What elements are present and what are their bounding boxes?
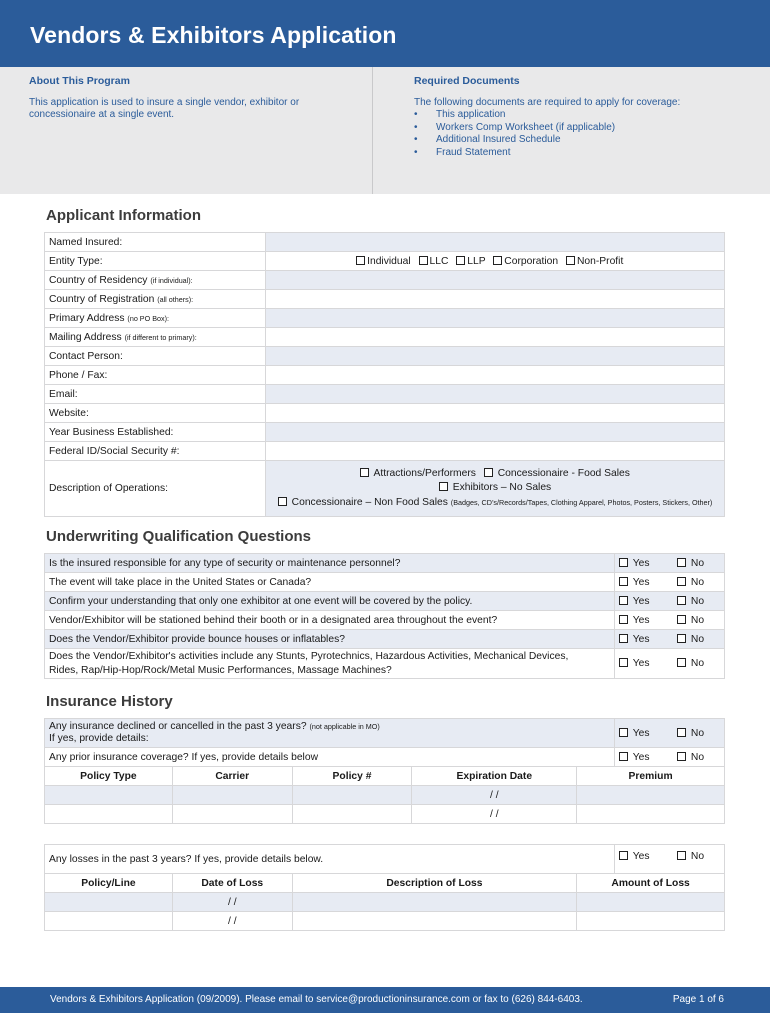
- table-header-row: [45, 874, 725, 893]
- yes-option[interactable]: Yes: [619, 596, 677, 607]
- page-number: Page 1 of 6: [672, 994, 724, 1005]
- no-option[interactable]: No: [677, 577, 704, 588]
- question-1: Is the insured responsible for any type of security or maintenance personnel?: [45, 554, 615, 573]
- checkbox[interactable]: [619, 615, 628, 624]
- checkbox[interactable]: [619, 658, 628, 667]
- history-questions-table: [44, 718, 725, 767]
- website-label: Website:: [45, 404, 266, 423]
- entity-individual[interactable]: Individual: [356, 256, 411, 267]
- checkbox[interactable]: [360, 468, 369, 477]
- checkbox[interactable]: [677, 728, 686, 737]
- checkbox[interactable]: [677, 596, 686, 605]
- no-option[interactable]: No: [677, 615, 704, 626]
- policy-line-cell[interactable]: [45, 893, 173, 912]
- prior-coverage-answer: [615, 748, 725, 767]
- table-row: [45, 573, 725, 592]
- ops-non-food-sales[interactable]: Concessionaire – Non Food Sales: [278, 497, 448, 508]
- table-row: [45, 271, 725, 290]
- checkbox[interactable]: [619, 558, 628, 567]
- table-row: [45, 385, 725, 404]
- q3-answer: [615, 592, 725, 611]
- checkbox[interactable]: [677, 658, 686, 667]
- applicant-section-title: Applicant Information: [46, 207, 201, 224]
- federal-id-label: Federal ID/Social Security #:: [45, 442, 266, 461]
- checkbox[interactable]: [677, 752, 686, 761]
- table-row: [45, 649, 725, 679]
- table-row: [45, 404, 725, 423]
- table-row: [45, 554, 725, 573]
- email-field[interactable]: [266, 385, 725, 404]
- policy-line-cell[interactable]: [45, 912, 173, 931]
- declined-question: Any insurance declined or cancelled in the past 3 years? (not applicable in MO) If yes, provide details:: [45, 719, 615, 748]
- ops-exhibitors[interactable]: Exhibitors – No Sales: [439, 482, 551, 493]
- expiration-date-cell[interactable]: / /: [412, 786, 577, 805]
- checkbox[interactable]: [419, 256, 428, 265]
- question-3: Confirm your understanding that only one exhibitor at one event will be covered by the policy.: [45, 592, 615, 611]
- checkbox[interactable]: [619, 752, 628, 761]
- q4-answer: [615, 611, 725, 630]
- checkbox[interactable]: [677, 577, 686, 586]
- contact-person-field[interactable]: [266, 347, 725, 366]
- table-row: [45, 461, 725, 517]
- country-residency-label: Country of Residency (if individual):: [45, 271, 266, 290]
- checkbox[interactable]: [677, 558, 686, 567]
- table-row: [45, 366, 725, 385]
- table-row: [45, 290, 725, 309]
- losses-answer: [615, 845, 725, 874]
- contact-person-label: Contact Person:: [45, 347, 266, 366]
- entity-corporation[interactable]: Corporation: [493, 256, 558, 267]
- table-row: [45, 893, 725, 912]
- question-5: Does the Vendor/Exhibitor provide bounce houses or inflatables?: [45, 630, 615, 649]
- col-amount-of-loss: Amount of Loss: [577, 874, 725, 893]
- entity-non-profit[interactable]: Non-Profit: [566, 256, 623, 267]
- intro-panel: [0, 67, 770, 194]
- col-date-of-loss: Date of Loss: [172, 874, 292, 893]
- losses-question: Any losses in the past 3 years? If yes, provide details below.: [45, 845, 615, 874]
- yes-option[interactable]: Yes: [619, 615, 677, 626]
- yes-option[interactable]: Yes: [619, 558, 677, 569]
- table-row: [45, 719, 725, 748]
- col-policy-type: Policy Type: [45, 767, 173, 786]
- table-header-row: [45, 767, 725, 786]
- checkbox[interactable]: [356, 256, 365, 265]
- underwriting-section-title: Underwriting Qualification Questions: [46, 528, 312, 545]
- table-row: [45, 805, 725, 824]
- named-insured-field[interactable]: [266, 233, 725, 252]
- losses-question-table: [44, 844, 725, 874]
- no-option[interactable]: No: [677, 596, 704, 607]
- checkbox[interactable]: [278, 497, 287, 506]
- premium-cell[interactable]: [577, 786, 725, 805]
- phone-fax-field[interactable]: [266, 366, 725, 385]
- q2-answer: [615, 573, 725, 592]
- policy-number-cell[interactable]: [292, 786, 412, 805]
- underwriting-table: [44, 553, 725, 679]
- phone-fax-label: Phone / Fax:: [45, 366, 266, 385]
- policy-type-cell[interactable]: [45, 805, 173, 824]
- question-6: Does the Vendor/Exhibitor's activities include any Stunts, Pyrotechnics, Hazardous Activities, Mechanical Devices, Rides, Rap/Hip-Hop/Rock/Metal Music Performances, Massage Machines?: [45, 649, 615, 679]
- amount-of-loss-cell[interactable]: [577, 912, 725, 931]
- ops-non-food-note: (Badges, CD’s/Records/Tapes, Clothing Apparel, Photos, Posters, Stickers, Other): [450, 497, 713, 507]
- table-row: [45, 252, 725, 271]
- applicant-table: [44, 232, 725, 517]
- description-label: Description of Operations:: [45, 461, 266, 517]
- no-option[interactable]: No: [677, 752, 704, 763]
- table-row: [45, 309, 725, 328]
- yes-option[interactable]: Yes: [619, 658, 677, 669]
- website-field[interactable]: [266, 404, 725, 423]
- docs-title: Required Documents: [414, 75, 520, 87]
- yes-option[interactable]: Yes: [619, 577, 677, 588]
- carrier-cell[interactable]: [172, 805, 292, 824]
- col-premium: Premium: [577, 767, 725, 786]
- col-policy-line: Policy/Line: [45, 874, 173, 893]
- checkbox[interactable]: [677, 615, 686, 624]
- page-header: [0, 0, 770, 67]
- doc-item: • Fraud Statement: [414, 147, 744, 160]
- table-row: [45, 786, 725, 805]
- mailing-address-field[interactable]: [266, 328, 725, 347]
- ops-food-sales[interactable]: Concessionaire - Food Sales: [484, 468, 630, 479]
- amount-of-loss-cell[interactable]: [577, 893, 725, 912]
- about-program: [29, 75, 329, 122]
- primary-address-field[interactable]: [266, 309, 725, 328]
- table-row: [45, 328, 725, 347]
- checkbox[interactable]: [566, 256, 575, 265]
- table-row: [45, 592, 725, 611]
- doc-item: • Additional Insured Schedule: [414, 134, 744, 147]
- federal-id-field[interactable]: [266, 442, 725, 461]
- doc-item: • Workers Comp Worksheet (if applicable): [414, 122, 744, 135]
- q1-answer: [615, 554, 725, 573]
- no-option[interactable]: No: [677, 658, 704, 669]
- checkbox[interactable]: [677, 634, 686, 643]
- no-option[interactable]: No: [677, 728, 704, 739]
- doc-item: • This application: [414, 109, 744, 122]
- table-row: [45, 423, 725, 442]
- checkbox[interactable]: [484, 468, 493, 477]
- country-registration-field[interactable]: [266, 290, 725, 309]
- table-row: [45, 442, 725, 461]
- declined-answer: [615, 719, 725, 748]
- table-row: [45, 347, 725, 366]
- description-of-loss-cell[interactable]: [292, 893, 577, 912]
- yes-option[interactable]: Yes: [619, 728, 677, 739]
- table-row: [45, 912, 725, 931]
- checkbox[interactable]: [439, 482, 448, 491]
- table-row: [45, 630, 725, 649]
- yes-option[interactable]: Yes: [619, 851, 677, 862]
- premium-cell[interactable]: [577, 805, 725, 824]
- col-policy-number: Policy #: [292, 767, 412, 786]
- q5-answer: [615, 630, 725, 649]
- question-4: Vendor/Exhibitor will be stationed behind their booth or in a designated area throughout the event?: [45, 611, 615, 630]
- policy-number-cell[interactable]: [292, 805, 412, 824]
- yes-option[interactable]: Yes: [619, 634, 677, 645]
- page-title: Vendors & Exhibitors Application: [30, 22, 397, 48]
- checkbox[interactable]: [619, 851, 628, 860]
- country-registration-label: Country of Registration (all others):: [45, 290, 266, 309]
- no-option[interactable]: No: [677, 558, 704, 569]
- checkbox[interactable]: [493, 256, 502, 265]
- yes-option[interactable]: Yes: [619, 752, 677, 763]
- prior-coverage-question: Any prior insurance coverage? If yes, provide details below: [45, 748, 615, 767]
- table-row: [45, 233, 725, 252]
- entity-llp[interactable]: LLP: [456, 256, 485, 267]
- col-expiration-date: Expiration Date: [412, 767, 577, 786]
- table-row: [45, 611, 725, 630]
- email-label: Email:: [45, 385, 266, 404]
- carrier-cell[interactable]: [172, 786, 292, 805]
- entity-type-label: Entity Type:: [45, 252, 266, 271]
- table-row: [45, 748, 725, 767]
- checkbox[interactable]: [677, 851, 686, 860]
- required-documents: [414, 75, 744, 159]
- checkbox[interactable]: [619, 728, 628, 737]
- docs-list: [414, 109, 744, 159]
- ops-attractions[interactable]: Attractions/Performers: [360, 468, 476, 479]
- date-of-loss-cell[interactable]: / /: [172, 912, 292, 931]
- q6-answer: [615, 649, 725, 679]
- date-of-loss-cell[interactable]: / /: [172, 893, 292, 912]
- about-text: This application is used to insure a single vendor, exhibitor or concessionaire at a single event.: [29, 96, 300, 120]
- country-residency-field[interactable]: [266, 271, 725, 290]
- named-insured-label: Named Insured:: [45, 233, 266, 252]
- description-of-loss-cell[interactable]: [292, 912, 577, 931]
- losses-table: [44, 873, 725, 931]
- checkbox[interactable]: [619, 596, 628, 605]
- year-established-label: Year Business Established:: [45, 423, 266, 442]
- page-footer: [0, 987, 770, 1013]
- no-option[interactable]: No: [677, 851, 704, 862]
- prior-coverage-table: [44, 766, 725, 824]
- intro-divider: [372, 67, 373, 194]
- description-options: [266, 461, 725, 517]
- footer-text: Vendors & Exhibitors Application (09/2009). Please email to service@productioninsurance.com or fax to (626) 844-6403.: [50, 994, 583, 1005]
- col-carrier: Carrier: [172, 767, 292, 786]
- history-section-title: Insurance History: [46, 693, 173, 710]
- table-row: [45, 845, 725, 874]
- checkbox[interactable]: [619, 577, 628, 586]
- mailing-address-label: Mailing Address (if different to primary):: [45, 328, 266, 347]
- entity-llc[interactable]: LLC: [419, 256, 449, 267]
- expiration-date-cell[interactable]: / /: [412, 805, 577, 824]
- question-2: The event will take place in the United States or Canada?: [45, 573, 615, 592]
- docs-text: The following documents are required to apply for coverage:: [414, 96, 681, 108]
- about-title: About This Program: [29, 75, 130, 87]
- col-description-of-loss: Description of Loss: [292, 874, 577, 893]
- checkbox[interactable]: [456, 256, 465, 265]
- checkbox[interactable]: [619, 634, 628, 643]
- policy-type-cell[interactable]: [45, 786, 173, 805]
- year-established-field[interactable]: [266, 423, 725, 442]
- entity-type-options: [266, 252, 725, 271]
- primary-address-label: Primary Address (no PO Box):: [45, 309, 266, 328]
- no-option[interactable]: No: [677, 634, 704, 645]
